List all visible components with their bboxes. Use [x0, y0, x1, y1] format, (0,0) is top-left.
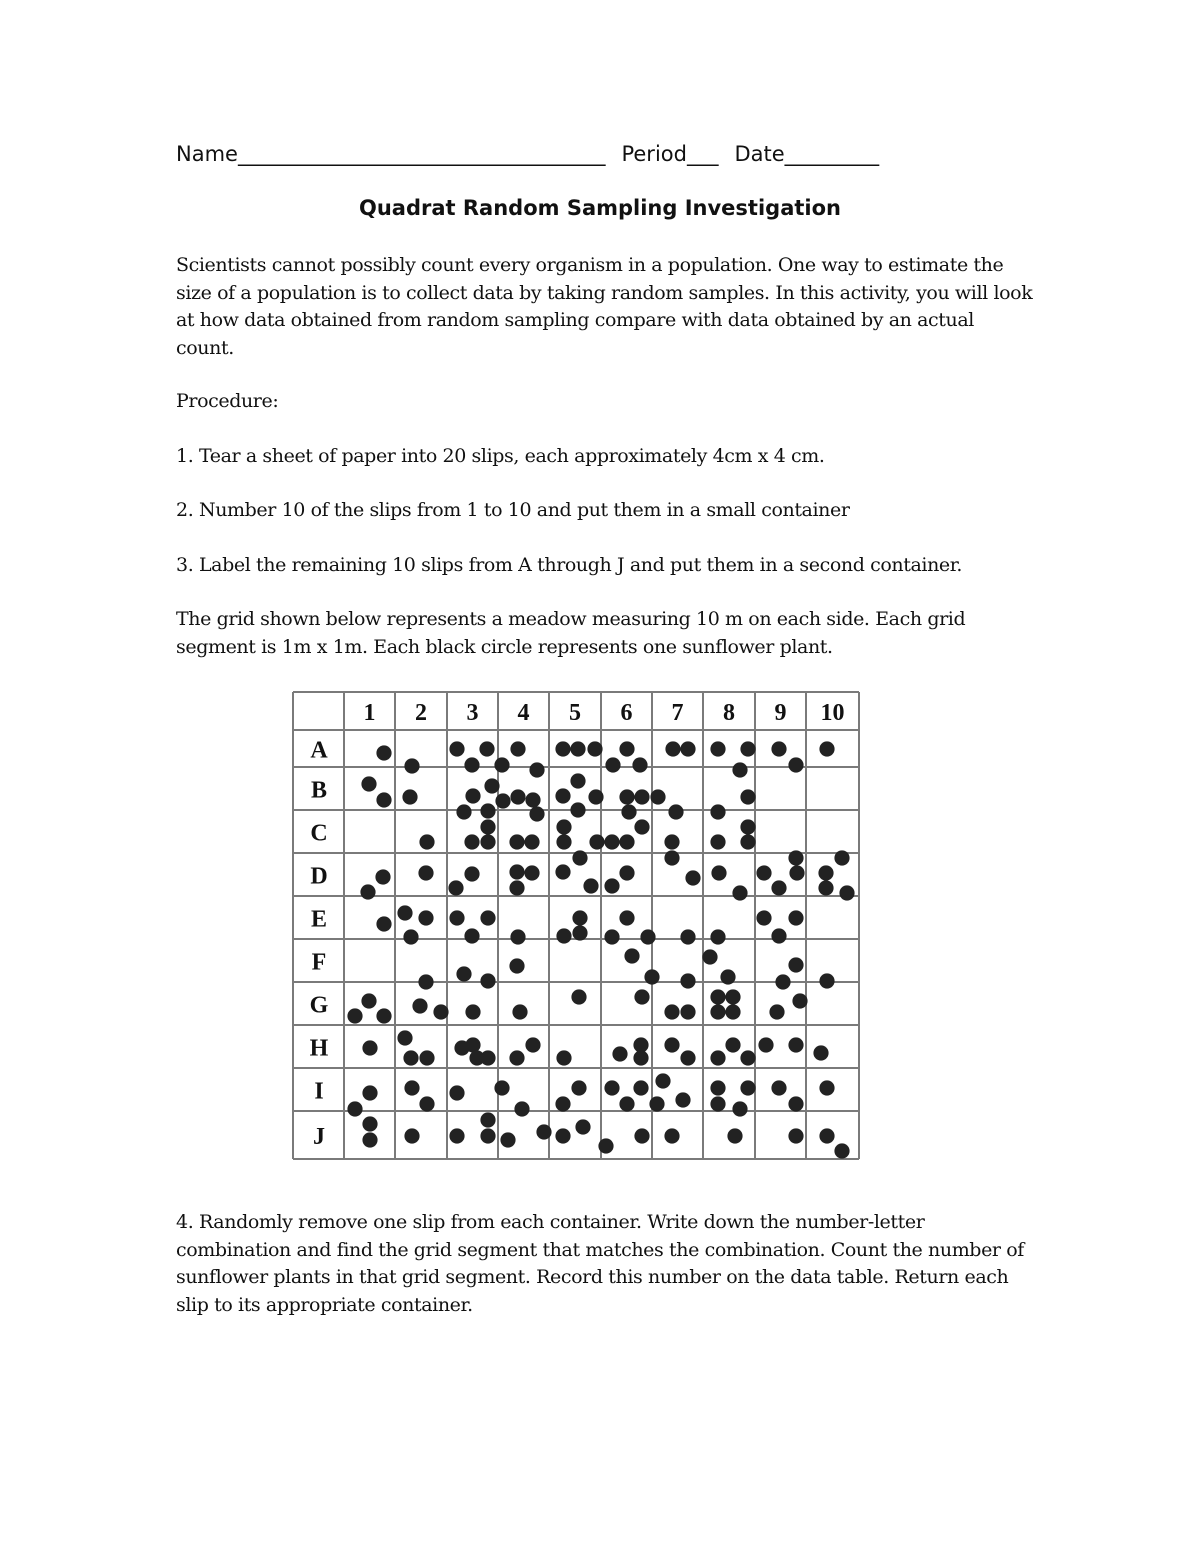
- sunflower-plant: [788, 1037, 803, 1052]
- column-header: 9: [774, 700, 787, 726]
- sunflower-plant: [464, 866, 479, 881]
- sunflower-plant: [347, 1008, 362, 1023]
- sunflower-plant: [402, 789, 417, 804]
- sunflower-plant: [633, 1037, 648, 1052]
- sunflower-plant: [788, 1128, 803, 1143]
- column-header: 4: [517, 700, 530, 726]
- sunflower-plant: [634, 1128, 649, 1143]
- sunflower-plant: [819, 973, 834, 988]
- name-field[interactable]: Name___________________________________: [176, 142, 606, 166]
- sunflower-plant: [634, 819, 649, 834]
- sunflower-plant: [834, 850, 849, 865]
- sunflower-plant: [525, 1037, 540, 1052]
- sunflower-plant: [771, 880, 786, 895]
- step-3: 3. Label the remaining 10 slips from A through J and put them in a second container.: [176, 554, 962, 576]
- sunflower-plant: [536, 1124, 551, 1139]
- sunflower-plant: [456, 804, 471, 819]
- sunflower-plant: [758, 1037, 773, 1052]
- sunflower-plant: [604, 1080, 619, 1095]
- sunflower-plant: [675, 1092, 690, 1107]
- sunflower-plant: [572, 850, 587, 865]
- sunflower-plant: [509, 834, 524, 849]
- sunflower-plant: [710, 989, 725, 1004]
- sunflower-plant: [464, 757, 479, 772]
- sunflower-plant: [509, 880, 524, 895]
- sunflower-plant: [819, 1080, 834, 1095]
- sunflower-plant: [588, 789, 603, 804]
- sunflower-plant: [740, 789, 755, 804]
- sunflower-plant: [449, 1085, 464, 1100]
- sunflower-plant: [788, 1096, 803, 1111]
- sunflower-plant: [621, 804, 636, 819]
- sunflower-plant: [362, 1085, 377, 1100]
- sunflower-plant: [725, 1037, 740, 1052]
- sunflower-plant: [710, 929, 725, 944]
- sunflower-plant: [664, 850, 679, 865]
- sunflower-plant: [397, 1030, 412, 1045]
- sunflower-plant: [740, 741, 755, 756]
- sunflower-plant: [680, 741, 695, 756]
- sunflower-plant: [788, 910, 803, 925]
- worksheet-title: Quadrat Random Sampling Investigation: [359, 196, 841, 220]
- sunflower-plant: [769, 1004, 784, 1019]
- sunflower-plant: [494, 757, 509, 772]
- row-header: G: [309, 992, 329, 1019]
- student-info-header: [176, 142, 1036, 166]
- sunflower-plant: [665, 741, 680, 756]
- sunflower-plant: [449, 910, 464, 925]
- sunflower-plant: [589, 834, 604, 849]
- sunflower-plant: [480, 973, 495, 988]
- sunflower-plant: [524, 834, 539, 849]
- step-1: 1. Tear a sheet of paper into 20 slips, each approximately 4cm x 4 cm.: [176, 445, 825, 467]
- sunflower-plant: [725, 1004, 740, 1019]
- sunflower-plant: [362, 1116, 377, 1131]
- meadow-grid-svg: [291, 690, 863, 1164]
- sunflower-plant: [376, 1008, 391, 1023]
- sunflower-plant: [619, 741, 634, 756]
- sunflower-plant: [403, 929, 418, 944]
- sunflower-plant: [819, 741, 834, 756]
- row-header: D: [310, 863, 328, 890]
- sunflower-plant: [510, 929, 525, 944]
- sunflower-plant: [556, 1050, 571, 1065]
- sunflower-plant: [740, 1050, 755, 1065]
- sunflower-plant: [619, 1096, 634, 1111]
- sunflower-plant: [570, 802, 585, 817]
- sunflower-plant: [813, 1045, 828, 1060]
- sunflower-plant: [619, 789, 634, 804]
- sunflower-plant: [685, 870, 700, 885]
- sunflower-plant: [479, 741, 494, 756]
- sunflower-plant: [587, 741, 602, 756]
- sunflower-plant: [634, 789, 649, 804]
- column-header: 3: [466, 700, 479, 726]
- sunflower-plant: [480, 803, 495, 818]
- sunflower-plant: [480, 910, 495, 925]
- sunflower-plant: [360, 884, 375, 899]
- sunflower-plant: [664, 834, 679, 849]
- step-4: 4. Randomly remove one slip from each container. Write down the number-letter combination and find the grid segment that matches the combination. Count the number of sunflower plants in that grid segment. Record this number on the data table. Return each slip to its appropriate container.: [176, 1211, 1024, 1316]
- sunflower-plant: [509, 958, 524, 973]
- sunflower-plant: [839, 885, 854, 900]
- sunflower-plant: [529, 762, 544, 777]
- sunflower-plant: [634, 989, 649, 1004]
- sunflower-plant: [664, 1004, 679, 1019]
- sunflower-plant: [480, 1050, 495, 1065]
- row-header: H: [309, 1035, 329, 1062]
- sunflower-plant: [710, 1080, 725, 1095]
- sunflower-plant: [418, 865, 433, 880]
- sunflower-plant: [347, 1101, 362, 1116]
- sunflower-plant: [555, 1096, 570, 1111]
- sunflower-plant: [771, 928, 786, 943]
- sunflower-plant: [571, 1080, 586, 1095]
- sunflower-plant: [788, 757, 803, 772]
- sunflower-plant: [512, 1004, 527, 1019]
- column-header: 8: [723, 700, 735, 726]
- sunflower-plant: [555, 788, 570, 803]
- row-header: F: [311, 949, 327, 976]
- sunflower-plant: [362, 1040, 377, 1055]
- sunflower-plant: [404, 758, 419, 773]
- sunflower-plant: [668, 804, 683, 819]
- sunflower-plant: [570, 773, 585, 788]
- sunflower-plant: [655, 1073, 670, 1088]
- sunflower-plant: [456, 966, 471, 981]
- sunflower-plant: [412, 998, 427, 1013]
- sunflower-plant: [710, 1004, 725, 1019]
- sunflower-plant: [732, 762, 747, 777]
- sunflower-plant: [465, 788, 480, 803]
- sunflower-plant: [376, 916, 391, 931]
- sunflower-plant: [419, 1096, 434, 1111]
- sunflower-plant: [605, 757, 620, 772]
- sunflower-plant: [756, 865, 771, 880]
- sunflower-plant: [649, 1096, 664, 1111]
- sunflower-plant: [465, 1004, 480, 1019]
- row-header: J: [313, 1124, 325, 1150]
- sunflower-plant: [494, 1080, 509, 1095]
- sunflower-plant: [624, 948, 639, 963]
- sunflower-plant: [418, 910, 433, 925]
- sunflower-plant: [509, 1050, 524, 1065]
- sunflower-plant: [509, 864, 524, 879]
- sunflower-plant: [403, 1050, 418, 1065]
- sunflower-plant: [680, 929, 695, 944]
- sunflower-plant: [612, 1046, 627, 1061]
- sunflower-plant: [710, 1050, 725, 1065]
- sunflower-plant: [756, 910, 771, 925]
- sunflower-plant: [404, 1080, 419, 1095]
- sunflower-plant: [680, 1050, 695, 1065]
- meadow-grid: [291, 690, 863, 1169]
- sunflower-plant: [529, 806, 544, 821]
- sunflower-plant: [789, 865, 804, 880]
- sunflower-plant: [419, 834, 434, 849]
- sunflower-plant: [818, 880, 833, 895]
- sunflower-plant: [570, 741, 585, 756]
- row-header: E: [310, 906, 328, 933]
- sunflower-plant: [771, 1080, 786, 1095]
- sunflower-plant: [510, 741, 525, 756]
- sunflower-plant: [361, 993, 376, 1008]
- sunflower-plant: [449, 741, 464, 756]
- sunflower-plant: [484, 778, 499, 793]
- sunflower-plant: [361, 776, 376, 791]
- sunflower-plant: [418, 974, 433, 989]
- row-header: B: [310, 777, 328, 804]
- sunflower-plant: [819, 1128, 834, 1143]
- sunflower-plant: [525, 792, 540, 807]
- sunflower-plant: [404, 1128, 419, 1143]
- sunflower-plant: [433, 1004, 448, 1019]
- sunflower-plant: [664, 1037, 679, 1052]
- row-header: A: [310, 737, 328, 764]
- sunflower-plant: [619, 834, 634, 849]
- column-header: 1: [363, 700, 376, 726]
- sunflower-plant: [480, 1112, 495, 1127]
- sunflower-plant: [740, 1080, 755, 1095]
- sunflower-plant: [376, 792, 391, 807]
- sunflower-plant: [495, 793, 510, 808]
- sunflower-plant: [834, 1143, 849, 1158]
- sunflower-plant: [740, 819, 755, 834]
- intro-paragraph: Scientists cannot possibly count every organism in a population. One way to estimate the size of a population is to collect data by taking random samples. In this activity, you will look at how data obtained from random sampling compare with data obtained by an actual count.: [176, 254, 1033, 359]
- column-header: 7: [671, 700, 684, 726]
- sunflower-plant: [710, 741, 725, 756]
- sunflower-plant: [555, 741, 570, 756]
- sunflower-plant: [583, 878, 598, 893]
- procedure-label: Procedure:: [176, 390, 279, 412]
- sunflower-plant: [575, 1119, 590, 1134]
- sunflower-plant: [818, 865, 833, 880]
- sunflower-plant: [640, 929, 655, 944]
- sunflower-plant: [397, 905, 412, 920]
- sunflower-plant: [556, 928, 571, 943]
- sunflower-plant: [480, 819, 495, 834]
- grid-description: The grid shown below represents a meadow measuring 10 m on each side. Each grid segment is 1m x 1m. Each black circle represents one sunflower plant.: [176, 608, 966, 658]
- sunflower-plant: [571, 989, 586, 1004]
- sunflower-plant: [680, 973, 695, 988]
- sunflower-plant: [376, 745, 391, 760]
- sunflower-plant: [727, 1128, 742, 1143]
- sunflower-plant: [788, 850, 803, 865]
- sunflower-plant: [792, 993, 807, 1008]
- sunflower-plant: [500, 1132, 515, 1147]
- sunflower-plant: [711, 865, 726, 880]
- sunflower-plant: [702, 949, 717, 964]
- column-header: 2: [415, 700, 427, 726]
- sunflower-plant: [710, 834, 725, 849]
- sunflower-plant: [710, 1096, 725, 1111]
- sunflower-plant: [556, 834, 571, 849]
- sunflower-plant: [514, 1101, 529, 1116]
- sunflower-plant: [555, 1128, 570, 1143]
- sunflower-plant: [644, 969, 659, 984]
- sunflower-plant: [740, 834, 755, 849]
- sunflower-plant: [480, 834, 495, 849]
- sunflower-plant: [619, 865, 634, 880]
- sunflower-plant: [572, 925, 587, 940]
- sunflower-plant: [375, 869, 390, 884]
- sunflower-plant: [788, 957, 803, 972]
- step-2: 2. Number 10 of the slips from 1 to 10 and put them in a small container: [176, 499, 850, 521]
- sunflower-plant: [633, 1080, 648, 1095]
- sunflower-plant: [771, 741, 786, 756]
- sunflower-plant: [732, 1101, 747, 1116]
- sunflower-plant: [710, 804, 725, 819]
- sunflower-plant: [556, 819, 571, 834]
- sunflower-plant: [419, 1050, 434, 1065]
- sunflower-plant: [555, 864, 570, 879]
- sunflower-plant: [664, 1128, 679, 1143]
- row-header: I: [314, 1078, 324, 1105]
- sunflower-plant: [720, 969, 735, 984]
- period-field[interactable]: Period___: [621, 142, 719, 166]
- sunflower-plant: [725, 989, 740, 1004]
- sunflower-plant: [604, 929, 619, 944]
- date-field[interactable]: Date_________: [734, 142, 880, 166]
- sunflower-plant: [572, 910, 587, 925]
- sunflower-plant: [619, 910, 634, 925]
- column-header: 6: [620, 700, 633, 726]
- sunflower-plant: [632, 757, 647, 772]
- sunflower-plant: [449, 1128, 464, 1143]
- sunflower-plant: [633, 1050, 648, 1065]
- sunflower-plant: [464, 928, 479, 943]
- sunflower-plant: [448, 880, 463, 895]
- sunflower-plant: [732, 885, 747, 900]
- column-header: 5: [569, 700, 581, 726]
- sunflower-plant: [775, 974, 790, 989]
- row-header: C: [310, 820, 328, 847]
- sunflower-plant: [480, 1128, 495, 1143]
- column-header: 10: [820, 700, 845, 726]
- sunflower-plant: [510, 789, 525, 804]
- sunflower-plant: [524, 865, 539, 880]
- sunflower-plant: [362, 1132, 377, 1147]
- sunflower-plant: [465, 1037, 480, 1052]
- sunflower-plant: [598, 1138, 613, 1153]
- sunflower-plant: [650, 789, 665, 804]
- sunflower-plant: [604, 834, 619, 849]
- sunflower-plant: [604, 878, 619, 893]
- sunflower-plant: [680, 1004, 695, 1019]
- sunflower-plant: [464, 834, 479, 849]
